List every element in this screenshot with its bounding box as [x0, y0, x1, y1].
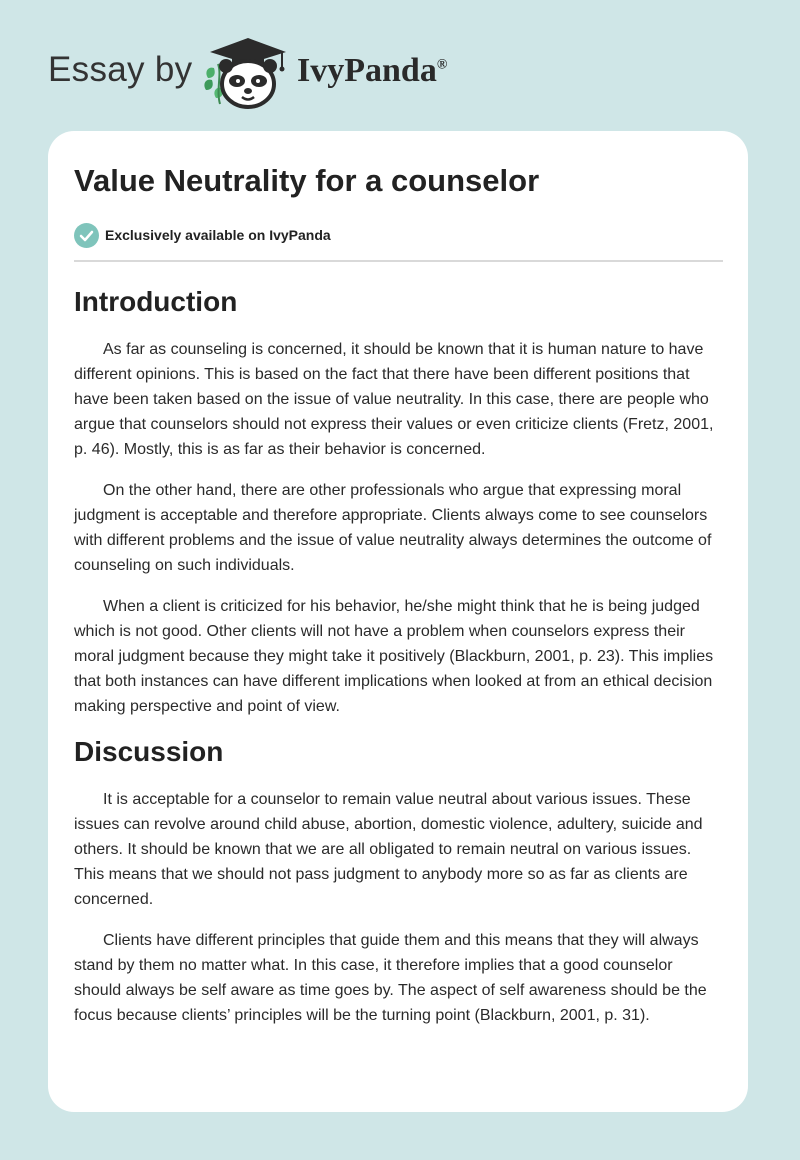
paragraph: Clients have different principles that guide them and this means that they will always stand by them no matter what. In this case, it therefore implies that a good counselor should always be self aware as time goes by. The aspect of self awareness should be the focus because clients’ principles will be the turning point (Blackburn, 2001, p. 31). [74, 932, 707, 1024]
title-divider [74, 260, 723, 262]
essay-body [74, 281, 723, 1044]
brand-name [297, 52, 447, 90]
paragraph: It is acceptable for a counselor to remain value neutral about various issues. These issues can revolve around child abuse, abortion, domestic violence, adultery, suicide and others. It should be known that we are all obligated to remain neutral on various issues. This means that we should not pass judgment to anybody more so as far as clients are concerned. [74, 791, 703, 908]
essay-card [48, 131, 748, 1112]
registered-mark: ® [436, 57, 448, 73]
section-heading: Introduction [74, 286, 238, 317]
check-circle-icon [74, 223, 99, 248]
brand-prefix: Essay by [48, 50, 193, 89]
section-discussion [74, 735, 723, 1028]
panda-graduate-icon [202, 34, 294, 110]
section-introduction [74, 285, 723, 719]
section-heading: Discussion [74, 736, 224, 767]
paragraph: When a client is criticized for his behavior, he/she might think that he is being judged which is not good. Other clients will not have a problem when counselors express their moral judgment because they might take it positively (Blackburn, 2001, p. 23). This implies that both instances can have different implications when looked at from an ethical decision making perspective and point of view. [74, 598, 714, 715]
page-title: Value Neutrality for a counselor [74, 163, 540, 198]
brand-header [48, 34, 508, 114]
exclusive-badge [74, 222, 331, 248]
paragraph: As far as counseling is concerned, it should be known that it is human nature to have different opinions. This is based on the fact that there have been different positions that have been taken based on the issue of value neutrality. In this case, there are people who argue that counselors should not express their values or even criticize clients (Fretz, 2001, p. 46). Mostly, this is as far as their behavior is concerned. [74, 341, 714, 458]
badge-label: Exclusively available on IvyPanda [105, 227, 331, 243]
paragraph: On the other hand, there are other professionals who argue that expressing moral judgment is acceptable and therefore appropriate. Clients always come to see counselors with different problems and the issue of value neutrality always determines the outcome of counseling on such individuals. [74, 482, 712, 574]
brand-name-text: IvyPanda [297, 52, 437, 89]
